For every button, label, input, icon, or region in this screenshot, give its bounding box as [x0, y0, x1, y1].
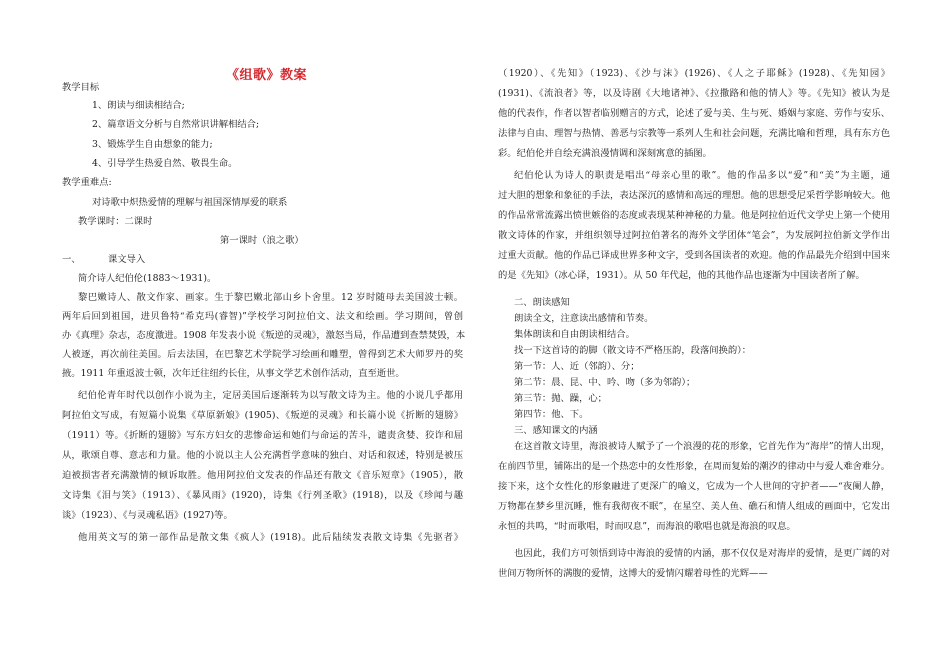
rhyme-line: 第二节：晨、昆、中、吟、吻（多为邻韵）；	[514, 377, 696, 388]
paragraph-line: 法律与自由、理智与热情、善恶与宗教等一系列人生和社会问题，充满比喻和哲理，具有东方色	[498, 128, 890, 139]
intro-line: 简介诗人纪伯伦(1883～1931)。	[78, 273, 217, 284]
rhyme-line: 第一节：人、近（邻韵）、分；	[514, 361, 640, 372]
class-hours: 教学课时：二课时	[78, 216, 153, 227]
rhyme-line: 第四节：他、下。	[514, 409, 589, 420]
paragraph-line: 黎巴嫩诗人、散文作家、画家。生于黎巴嫩北部山乡卜舍里。12 岁时随母去美国波士顿。	[78, 292, 463, 303]
paragraph-line: 在这首散文诗里，海浪被诗人赋予了一个浪漫的花的形象，它首先作为“海岸”的情人出现，	[514, 441, 890, 452]
paragraph-line: 阿拉伯文写成，有短篇小说集《草原新娘》(1905)、《叛逆的灵魂》和长篇小说《折断的翅膀》	[62, 410, 463, 421]
paragraph-line: 他用英文写的第一部作品是散文集《疯人》(1918)。此后陆续发表散文诗集《先驱者》	[78, 532, 463, 543]
paragraph-line: 世间万物所怀的满腹的爱情，这博大的爱情闪耀着母性的光辉——	[498, 568, 768, 579]
paragraph-line: 的作品常常流露出愤世嫉俗的态度或表现某种神秘的力量。他是阿拉伯近代文学史上第一个使用	[498, 210, 890, 221]
paragraph-line: 过大胆的想象和象征的手法，表达深沉的感情和高远的理想。他的思想受尼采哲学影响较大。他	[498, 190, 890, 201]
instruction-line: 朗读全文，注意读出感情和节奏。	[514, 313, 654, 324]
paragraph-line: （1911）等。《折断的翅膀》写东方妇女的悲惨命运和她们与命运的苦斗，谴责贪婪、狡诈和屈	[62, 430, 463, 441]
objective-item: 4、引导学生热爱自然、敬畏生命。	[92, 158, 238, 169]
paragraph-line: (1931)、《流浪者》等，以及诗剧《大地诸神》、《拉撒路和他的情人》等。《先知》被认为是	[498, 88, 890, 99]
paragraph-line: 纪伯伦青年时代以创作小说为主，定居美国后逐渐转为以写散文诗为主。他的小说几乎都用	[78, 390, 463, 401]
paragraph-line: 彩。纪伯伦并自绘充满浪漫情调和深刻寓意的插图。	[498, 148, 712, 159]
paragraph-line: 他的代表作，作者以智者临别赠言的方式，论述了爱与美、生与死、婚姻与家庭、劳作与安乐、	[498, 108, 890, 119]
paragraph-line: 也因此，我们方可领悟到诗中海浪的爱情的内涵，那不仅仅是对海岸的爱情，是更广阔的对	[514, 548, 890, 559]
keypoints-heading: 教学重难点:	[62, 177, 112, 188]
paragraph-line: 迫被损害者充满激情的倾诉取胜。他用阿拉伯文发表的作品还有散文《音乐短章》（1905），散	[62, 470, 463, 481]
paragraph-line: 掖。1911 年重返波士顿，次年迁往纽约长住，从事文学艺术创作活动，直至逝世。	[62, 368, 405, 379]
paragraph-line: 文诗集《泪与笑》（1913）、《暴风雨》(1920)，诗集《行列圣歌》(1918)，以及《珍闻与趣	[62, 490, 463, 501]
paragraph-line: 在前四节里，铺陈出的是一个热恋中的女性形象，在周而复始的潮汐的律动中与爱人难舍难分。	[498, 461, 890, 472]
paragraph-line: 接下来，这个女性化的形象融进了更深广的喻义，它成为一个人世间的守护者——“夜阑人静，	[498, 481, 890, 492]
objectives-heading: 教学目标	[62, 82, 100, 93]
paragraph-line: 办《真理》杂志，态度激进。1908 年发表小说《叛逆的灵魂》，激怒当局，作品遭到查禁焚毁，本	[62, 330, 466, 341]
keypoint-text: 对诗歌中炽热爱情的理解与祖国深情厚爱的联系	[92, 197, 288, 208]
paragraph-line: 谈》（1923）、《与灵魂私语》(1927)等。	[62, 510, 233, 521]
paragraph-line: 永恒的共鸣，“时而歌唱，时而叹息”，而海浪的歌唱也就是海浪的叹息。	[498, 521, 796, 532]
paragraph-line: 纪伯伦认为诗人的职责是唱出“母亲心里的歌”。他的作品多以“爱”和“美”为主题，通	[514, 170, 890, 181]
paragraph-line: （1920）、《先知》（1923)、《沙与沫》(1926)、《人之子耶稣》(1928)、《先知园》	[498, 68, 890, 79]
objective-item: 2、篇章语文分析与自然常识讲解相结合;	[92, 119, 260, 130]
paragraph-line: 两年后回到祖国，进贝鲁特“希克玛(睿智)”学校学习阿拉伯文、法文和绘画。学习期间，曾创	[62, 311, 463, 322]
document-title: 《组歌》教案	[226, 68, 308, 83]
instruction-line: 集体朗读和自由朗读相结合。	[514, 329, 635, 340]
paragraph-line: 散文诗体的作家，并组织领导过阿拉伯著名的海外文学团体“笔会”，为发展阿拉伯新文学作出	[498, 230, 890, 241]
objective-item: 3、锻炼学生自由想象的能力;	[92, 139, 213, 150]
objective-item: 1、朗读与细读相结合;	[92, 100, 185, 111]
section-heading: 二、朗读感知	[514, 297, 570, 308]
lesson-title: 第一课时（浪之歌）	[220, 235, 304, 246]
paragraph-line: 的是《先知》（冰心译，1931）。从 50 年代起，他的其他作品也逐渐为中国读者所了解。	[498, 270, 865, 281]
paragraph-line: 从，歌颂自尊、意志和力量。他的小说以主人公充满哲学意味的独白、对话和叙述，特别是被压	[62, 450, 463, 461]
section-heading: 课文导入	[108, 254, 146, 265]
section-heading: 三、感知课文的内涵	[514, 425, 598, 436]
rhyme-line: 第三节：抛、躁，心；	[514, 393, 607, 404]
section-number: 一、	[62, 254, 81, 265]
instruction-line: 找一下这首诗的韵脚（散文诗不严格压韵，段落间换韵）：	[514, 345, 752, 356]
paragraph-line: 过重大贡献。他的作品已译成世界多种文字，受到各国读者的欢迎。他的作品最先介绍到中国来	[498, 250, 890, 261]
paragraph-line: 人被逐，再次前往美国。后去法国，在巴黎艺术学院学习绘画和雕塑，曾得到艺术大师罗丹的奖	[62, 349, 463, 360]
paragraph-line: 万物都在梦乡里沉睡，惟有我彻夜不眠”，在星空、美人鱼、礁石和情人组成的画面中，它发出	[498, 501, 890, 512]
